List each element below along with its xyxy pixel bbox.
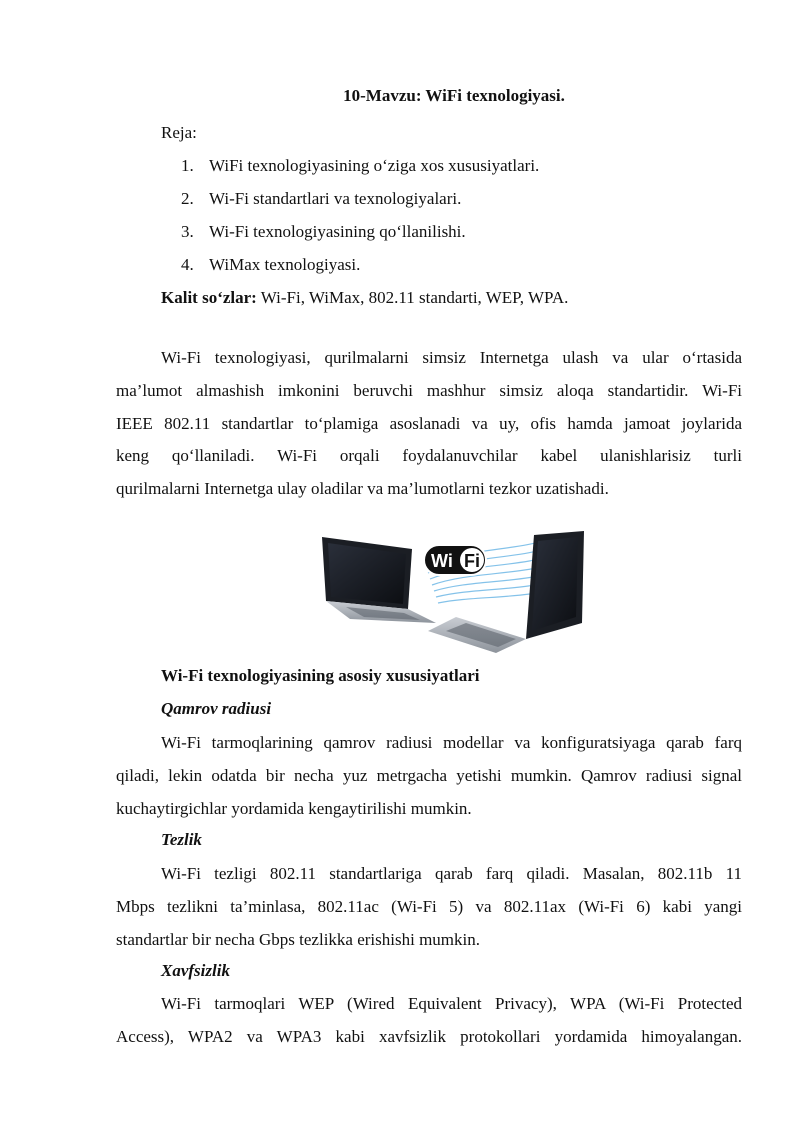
paragraph-line: Wi-Fi tezligi 802.11 standartlariga qarab farq qiladi. Masalan, 802.11b 11 bbox=[161, 864, 742, 883]
paragraph-line: qiladi, lekin odatda bir necha yuz metrgacha yetishi mumkin. Qamrov radiusi signal bbox=[116, 765, 742, 785]
security-paragraph bbox=[116, 988, 742, 1054]
plan-item bbox=[181, 156, 539, 176]
document-title: 10-Mavzu: WiFi texnologiyasi. bbox=[343, 86, 565, 105]
plan-item-text: WiFi texnologiyasining o‘ziga xos xususiyatlari. bbox=[209, 156, 540, 175]
svg-text:Fi: Fi bbox=[464, 551, 480, 571]
keywords-line bbox=[161, 288, 568, 308]
plan-item bbox=[181, 222, 466, 242]
svg-text:Wi: Wi bbox=[431, 551, 453, 571]
paragraph-line: kuchaytirgichlar yordamida kengaytirilishi mumkin. bbox=[116, 798, 472, 818]
plan-label: Reja: bbox=[161, 123, 197, 142]
keywords-label: Kalit so‘zlar: bbox=[161, 288, 257, 307]
paragraph-line: Mbps tezlikni ta’minlasa, 802.11ac (Wi-Fi 5) va 802.11ax (Wi-Fi 6) kabi yangi bbox=[116, 896, 742, 916]
plan-item-number: 4. bbox=[181, 255, 194, 274]
plan-item-number: 3. bbox=[181, 222, 194, 241]
paragraph-line: Wi-Fi tarmoqlari WEP (Wired Equivalent Privacy), WPA (Wi-Fi Protected bbox=[161, 994, 742, 1013]
subheading-speed: Tezlik bbox=[161, 830, 202, 849]
wifi-laptops-figure bbox=[316, 527, 586, 657]
paragraph-line: Wi-Fi tarmoqlarining qamrov radiusi modellar va konfiguratsiyaga qarab farq bbox=[161, 733, 742, 752]
paragraph-line: qurilmalarni Internetga ulay oladilar va ma’lumotlarni tezkor uzatishadi. bbox=[116, 479, 609, 499]
paragraph-line: IEEE 802.11 standartlar to‘plamiga asoslanadi va uy, ofis hamda jamoat joylarida bbox=[116, 413, 742, 433]
plan-item-text: Wi-Fi texnologiyasining qo‘llanilishi. bbox=[209, 222, 466, 241]
coverage-paragraph bbox=[116, 727, 742, 825]
paragraph-line: standartlar bir necha Gbps tezlikka erishishi mumkin. bbox=[116, 929, 480, 949]
plan-item-number: 1. bbox=[181, 156, 194, 175]
laptop-left-icon bbox=[322, 537, 436, 623]
paragraph-line: ma’lumot almashish imkonini beruvchi mashhur simsiz aloqa standartidir. Wi-Fi bbox=[116, 380, 742, 400]
intro-paragraph bbox=[116, 342, 742, 506]
plan-item bbox=[181, 255, 360, 275]
subheading-coverage: Qamrov radiusi bbox=[161, 699, 272, 718]
plan-item-text: WiMax texnologiyasi. bbox=[209, 255, 361, 274]
paragraph-line: keng qo‘llaniladi. Wi-Fi orqali foydalanuvchilar kabel ulanishlarisiz turli bbox=[116, 446, 742, 466]
wifi-logo-icon bbox=[424, 545, 486, 575]
paragraph-line: Access), WPA2 va WPA3 kabi xavfsizlik protokollari yordamida himoyalangan. bbox=[116, 1026, 742, 1046]
plan-item bbox=[181, 189, 461, 209]
section-heading: Wi-Fi texnologiyasining asosiy xususiyatlari bbox=[161, 666, 480, 685]
keywords-text: Wi-Fi, WiMax, 802.11 standarti, WEP, WPA. bbox=[256, 288, 569, 307]
speed-paragraph bbox=[116, 858, 742, 956]
subheading-security: Xavfsizlik bbox=[161, 961, 230, 980]
plan-item-text: Wi-Fi standartlari va texnologiyalari. bbox=[209, 189, 462, 208]
paragraph-line: Wi-Fi texnologiyasi, qurilmalarni simsiz Internetga ulash va ular o‘rtasida bbox=[161, 348, 742, 367]
plan-item-number: 2. bbox=[181, 189, 194, 208]
